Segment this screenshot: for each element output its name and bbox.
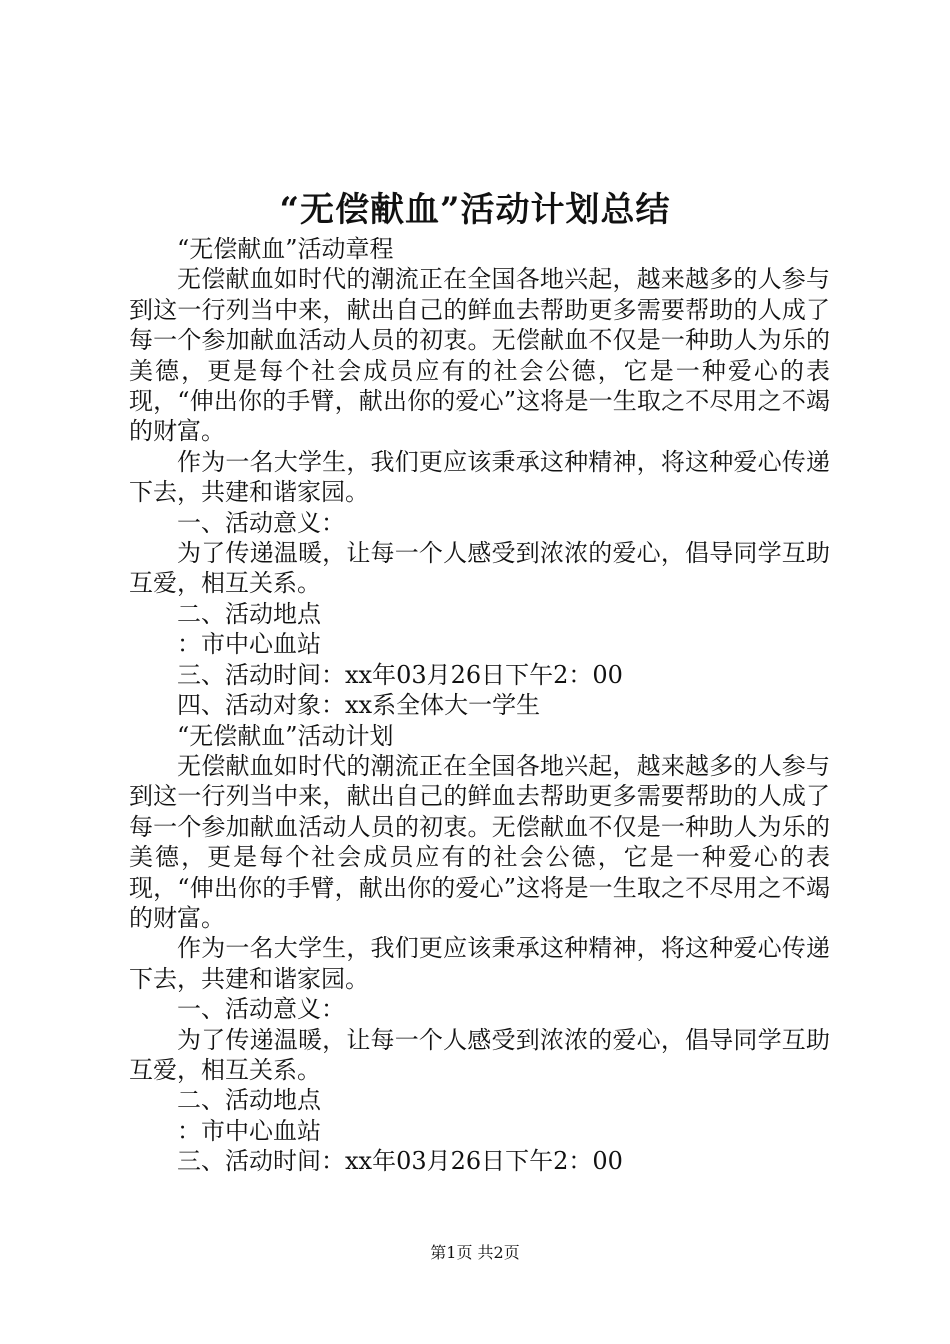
paragraph-student-repeat: 作为一名大学生，我们更应该秉承这种精神，将这种爱心传递下去，共建和谐家园。 <box>129 934 830 993</box>
page-footer: 第1页 共2页 <box>430 1243 520 1262</box>
item-location-heading-repeat: 二、活动地点 <box>177 1086 321 1115</box>
paragraph-intro-repeat: 无偿献血如时代的潮流正在全国各地兴起，越来越多的人参与到这一行列当中来，献出自己的鲜血去帮助更多需要帮助的人成了每一个参加献血活动人员的初衷。无偿献血不仅是一种助人为乐的美德，更是每个社会成员应有的社会公德，它是一种爱心的表现，“伸出你的手臂，献出你的爱心”这将是一生取之不尽用之不竭的财富。 <box>129 751 830 932</box>
item-audience: 四、活动对象：xx系全体大一学生 <box>177 691 541 720</box>
item-time-repeat: 三、活动时间：xx年03月26日下午2：00 <box>177 1147 623 1176</box>
item-significance-heading-repeat: 一、活动意义： <box>177 995 345 1024</box>
document-title: “无偿献血”活动计划总结 <box>279 190 671 230</box>
paragraph-intro: 无偿献血如时代的潮流正在全国各地兴起，越来越多的人参与到这一行列当中来，献出自己的鲜血去帮助更多需要帮助的人成了每一个参加献血活动人员的初衷。无偿献血不仅是一种助人为乐的美德，更是每个社会成员应有的社会公德，它是一种爱心的表现，“伸出你的手臂，献出你的爱心”这将是一生取之不尽用之不竭的财富。 <box>129 265 830 446</box>
item-location-heading: 二、活动地点 <box>177 599 321 628</box>
section-heading-charter: “无偿献血”活动章程 <box>177 235 394 263</box>
section-heading-plan: “无偿献血”活动计划 <box>177 721 394 750</box>
item-location-value-repeat: ：市中心血站 <box>177 1116 321 1145</box>
item-location-value: ：市中心血站 <box>177 630 321 659</box>
item-time: 三、活动时间：xx年03月26日下午2：00 <box>177 660 623 689</box>
document-body <box>129 234 830 1177</box>
paragraph-significance-repeat: 为了传递温暖，让每一个人感受到浓浓的爱心，倡导同学互助互爱，相互关系。 <box>129 1025 830 1084</box>
paragraph-student: 作为一名大学生，我们更应该秉承这种精神，将这种爱心传递下去，共建和谐家园。 <box>129 447 830 507</box>
item-significance-heading: 一、活动意义： <box>177 508 345 537</box>
paragraph-significance: 为了传递温暖，让每一个人感受到浓浓的爱心，倡导同学互助互爱，相互关系。 <box>129 539 830 598</box>
